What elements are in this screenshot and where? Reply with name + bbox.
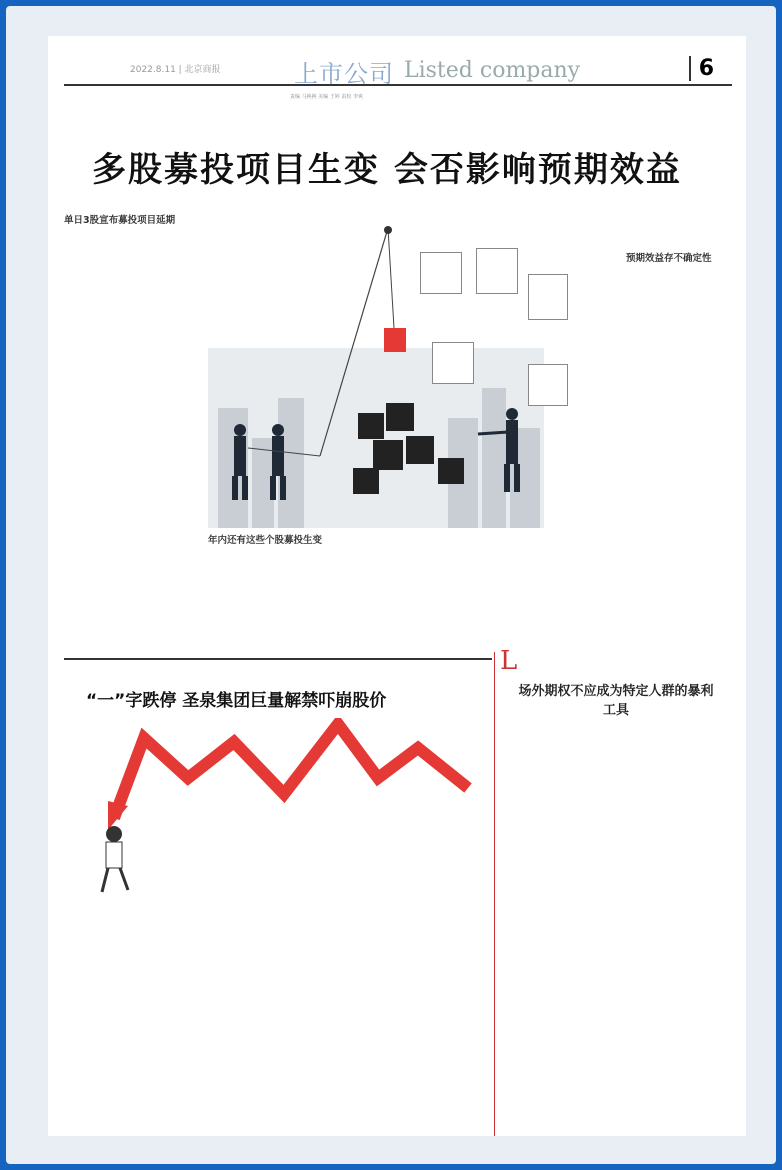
body-col-7b [208, 1040, 332, 1136]
main-headline: 多股募投项目生变 会否影响预期效益 [92, 150, 682, 190]
project-box-2 [476, 248, 518, 294]
second-headline: “一”字跌停 圣泉集团巨量解禁吓崩股价 [86, 691, 387, 711]
illustration-callout [208, 208, 378, 328]
subhead-3: 预期效益存不确定性 [626, 253, 712, 264]
section-title-en: Listed company [404, 58, 581, 83]
body-col-1 [64, 226, 196, 516]
issue-date: 2022.8.11 | 北京商报 [130, 65, 221, 75]
body-col-7a [208, 888, 332, 1018]
subhead-1: 单日3股宣布募投项目延期 [64, 215, 176, 226]
column-body-1 [504, 740, 614, 1136]
column-divider [494, 652, 495, 1136]
project-box-1 [420, 252, 462, 294]
column-initial: L [500, 646, 518, 676]
falling-arrow-graphic [108, 718, 488, 838]
project-box-4 [432, 342, 474, 384]
newspaper-page [48, 36, 746, 1136]
body-col-2b [208, 548, 318, 640]
body-col-5a [558, 208, 730, 248]
body-col-4 [442, 498, 546, 638]
body-col-5b [558, 266, 730, 626]
column-title: 场外期权不应成为特定人群的暴利工具 [518, 684, 714, 718]
businessman-figure [94, 818, 144, 898]
page-header [64, 54, 732, 86]
subhead-2: 年内还有这些个股募投生变 [208, 535, 323, 546]
divider [64, 658, 492, 660]
editor-line: 责编 马换换 美编 王婷 责校 李爽 [290, 94, 363, 100]
body-col-8 [340, 888, 488, 1136]
section-title: 上市公司 [294, 60, 394, 88]
body-col-2a [208, 498, 318, 528]
column-body-2 [622, 740, 734, 1136]
page-number: 6 [689, 56, 714, 81]
body-col-3 [324, 498, 436, 638]
body-col-6 [78, 916, 202, 1136]
